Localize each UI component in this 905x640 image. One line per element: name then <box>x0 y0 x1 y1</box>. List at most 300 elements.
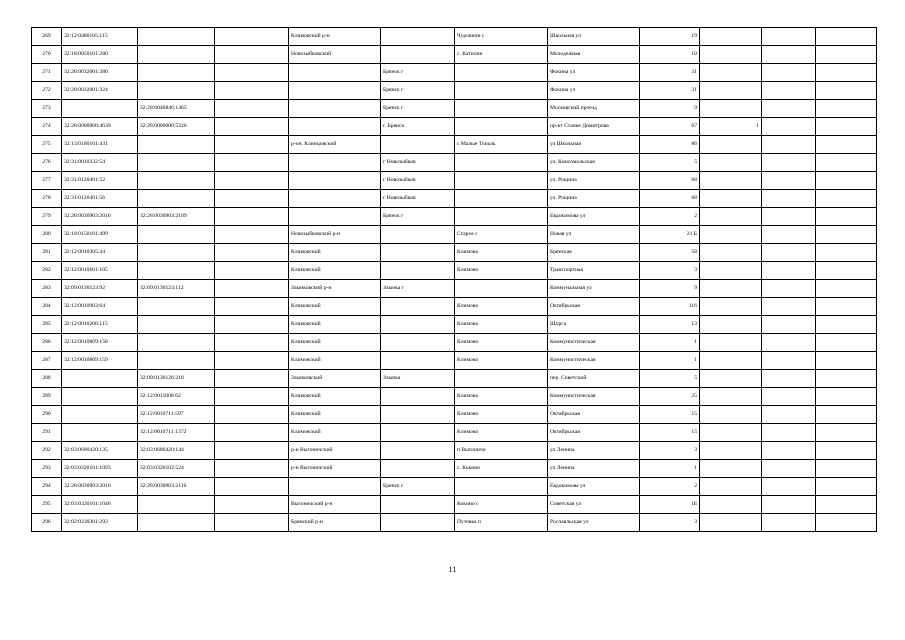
house-number-cell: 58 <box>640 244 700 262</box>
settlement-cell: с Малые Топаль <box>455 136 548 154</box>
table-row <box>32 370 877 388</box>
empty-cell <box>816 244 877 262</box>
empty-cell <box>816 514 877 532</box>
empty-cell <box>816 172 877 190</box>
empty-cell <box>762 244 816 262</box>
cadastral-number-cell: 32:03:0320101:1093 <box>62 460 138 478</box>
city-cell <box>381 388 455 406</box>
table-row <box>32 496 877 514</box>
house-number-cell: 13 <box>640 316 700 334</box>
street-cell: Октябрьская <box>548 298 640 316</box>
building-cadastral-number-cell: 32:28:0030903:2110 <box>138 478 215 496</box>
row-number-cell: 283 <box>32 280 62 298</box>
district-cell: Климовский <box>289 352 381 370</box>
row-number-cell: 285 <box>32 316 62 334</box>
table-row <box>32 334 877 352</box>
city-cell <box>381 352 455 370</box>
settlement-cell <box>455 172 548 190</box>
district-cell <box>289 118 381 136</box>
table-row <box>32 442 877 460</box>
building-cell <box>700 316 762 334</box>
house-number-cell: 31 <box>640 82 700 100</box>
settlement-cell <box>455 100 548 118</box>
empty-cell <box>215 136 289 154</box>
row-number-cell: 280 <box>32 226 62 244</box>
street-cell: Коммунистическая <box>548 388 640 406</box>
settlement-cell: Климово <box>455 424 548 442</box>
settlement-cell <box>455 190 548 208</box>
building-cell <box>700 388 762 406</box>
building-cell <box>700 154 762 172</box>
building-cell: 1 <box>700 118 762 136</box>
row-number-cell: 290 <box>32 406 62 424</box>
row-number-cell: 293 <box>32 460 62 478</box>
empty-cell <box>215 82 289 100</box>
empty-cell <box>215 172 289 190</box>
building-cadastral-number-cell: 32:28:0030903:2109 <box>138 208 215 226</box>
city-cell: Брянск г <box>381 208 455 226</box>
building-cadastral-number-cell <box>138 298 215 316</box>
building-cadastral-number-cell <box>138 244 215 262</box>
empty-cell <box>816 64 877 82</box>
empty-cell <box>215 316 289 334</box>
settlement-cell: Климово <box>455 388 548 406</box>
building-cadastral-number-cell <box>138 334 215 352</box>
row-number-cell: 277 <box>32 172 62 190</box>
settlement-cell: Старое с <box>455 226 548 244</box>
cadastral-number-cell: 32:09:0130123:92 <box>62 280 138 298</box>
building-cadastral-number-cell: 32:12:0010711:597 <box>138 406 215 424</box>
settlement-cell <box>455 208 548 226</box>
table-row <box>32 280 877 298</box>
empty-cell <box>215 64 289 82</box>
house-number-cell: 10 <box>640 46 700 64</box>
district-cell: Климовский <box>289 334 381 352</box>
building-cell <box>700 424 762 442</box>
empty-cell <box>762 82 816 100</box>
row-number-cell: 291 <box>32 424 62 442</box>
district-cell: Климовский р-н <box>289 28 381 46</box>
empty-cell <box>762 478 816 496</box>
building-cadastral-number-cell <box>138 28 215 46</box>
city-cell <box>381 514 455 532</box>
building-cadastral-number-cell: 32:28:0000000:5326 <box>138 118 215 136</box>
house-number-cell: 1 <box>640 334 700 352</box>
building-cadastral-number-cell <box>138 82 215 100</box>
building-cell <box>700 100 762 118</box>
cadastral-number-cell: 32:12:0480105:115 <box>62 28 138 46</box>
empty-cell <box>816 136 877 154</box>
row-number-cell: 279 <box>32 208 62 226</box>
row-number-cell: 296 <box>32 514 62 532</box>
table-row <box>32 136 877 154</box>
house-number-cell: 2 <box>640 208 700 226</box>
street-cell: ул Ленина <box>548 442 640 460</box>
building-cadastral-number-cell: 32:03:0680420:144 <box>138 442 215 460</box>
empty-cell <box>816 424 877 442</box>
empty-cell <box>816 208 877 226</box>
building-cell <box>700 280 762 298</box>
row-number-cell: 281 <box>32 244 62 262</box>
district-cell <box>289 82 381 100</box>
building-cadastral-number-cell <box>138 136 215 154</box>
building-cell <box>700 262 762 280</box>
row-number-cell: 284 <box>32 298 62 316</box>
cadastral-number-cell: 32:31:0120401:52 <box>62 172 138 190</box>
city-cell: Брянск г <box>381 478 455 496</box>
district-cell <box>289 478 381 496</box>
city-cell: г Новозыбков <box>381 154 455 172</box>
empty-cell <box>215 190 289 208</box>
settlement-cell: Кокино с <box>455 496 548 514</box>
cadastral-number-cell <box>62 100 138 118</box>
table-row <box>32 388 877 406</box>
empty-cell <box>816 460 877 478</box>
building-cadastral-number-cell <box>138 514 215 532</box>
cadastral-number-cell: 32:13:0180101:431 <box>62 136 138 154</box>
city-cell <box>381 442 455 460</box>
empty-cell <box>215 298 289 316</box>
table-row <box>32 100 877 118</box>
city-cell <box>381 262 455 280</box>
building-cadastral-number-cell <box>138 316 215 334</box>
city-cell <box>381 460 455 478</box>
cadastral-number-cell: 32:12:0010903:64 <box>62 298 138 316</box>
city-cell: г. Брянск <box>381 118 455 136</box>
empty-cell <box>762 118 816 136</box>
street-cell: Коммунальная ул <box>548 280 640 298</box>
settlement-cell: Климово <box>455 298 548 316</box>
empty-cell <box>762 154 816 172</box>
building-cell <box>700 226 762 244</box>
table-row <box>32 298 877 316</box>
building-cell <box>700 244 762 262</box>
empty-cell <box>215 118 289 136</box>
table-row <box>32 460 877 478</box>
street-cell: Школьная ул <box>548 28 640 46</box>
row-number-cell: 294 <box>32 478 62 496</box>
district-cell: Брянский р-н <box>289 514 381 532</box>
empty-cell <box>762 298 816 316</box>
empty-cell <box>816 478 877 496</box>
city-cell <box>381 496 455 514</box>
empty-cell <box>215 460 289 478</box>
row-number-cell: 288 <box>32 370 62 388</box>
building-cell <box>700 298 762 316</box>
street-cell: пер. Советский <box>548 370 640 388</box>
district-cell <box>289 208 381 226</box>
empty-cell <box>215 208 289 226</box>
empty-cell <box>762 460 816 478</box>
empty-cell <box>762 262 816 280</box>
row-number-cell: 287 <box>32 352 62 370</box>
street-cell: Транспортная <box>548 262 640 280</box>
empty-cell <box>762 334 816 352</box>
city-cell: г Новозыбков <box>381 190 455 208</box>
empty-cell <box>762 370 816 388</box>
empty-cell <box>762 208 816 226</box>
table-row <box>32 28 877 46</box>
row-number-cell: 292 <box>32 442 62 460</box>
street-cell: Щорса <box>548 316 640 334</box>
house-number-cell: 86 <box>640 136 700 154</box>
row-number-cell: 269 <box>32 28 62 46</box>
table-row <box>32 82 877 100</box>
empty-cell <box>762 496 816 514</box>
street-cell: Фокина ул <box>548 82 640 100</box>
house-number-cell: 5 <box>640 370 700 388</box>
street-cell: Евдокимова ул <box>548 478 640 496</box>
district-cell <box>289 190 381 208</box>
city-cell: Брянск г <box>381 64 455 82</box>
cadastral-number-cell: 32:18:0050101:280 <box>62 46 138 64</box>
house-number-cell: 3 <box>640 514 700 532</box>
table-body <box>32 28 877 532</box>
district-cell: Злынковский <box>289 370 381 388</box>
cadastral-number-cell <box>62 424 138 442</box>
table-row <box>32 262 877 280</box>
building-cadastral-number-cell: 32:12:0011008:62 <box>138 388 215 406</box>
table-row <box>32 514 877 532</box>
city-cell: Злынка г <box>381 280 455 298</box>
street-cell: Брянская <box>548 244 640 262</box>
row-number-cell: 271 <box>32 64 62 82</box>
empty-cell <box>762 406 816 424</box>
building-cadastral-number-cell <box>138 154 215 172</box>
building-cadastral-number-cell: 32:28:0040846:1465 <box>138 100 215 118</box>
settlement-cell: Климово <box>455 334 548 352</box>
district-cell: Новозыбковский р-н <box>289 226 381 244</box>
street-cell: Евдокимова ул <box>548 208 640 226</box>
district-cell: Климовский <box>289 244 381 262</box>
building-cell <box>700 190 762 208</box>
empty-cell <box>816 118 877 136</box>
city-cell <box>381 298 455 316</box>
cadastral-number-cell <box>62 388 138 406</box>
row-number-cell: 295 <box>32 496 62 514</box>
cadastral-number-cell: 32:28:0032001:324 <box>62 82 138 100</box>
building-cadastral-number-cell: 32:12:0010711:1372 <box>138 424 215 442</box>
city-cell: г Новозыбков <box>381 172 455 190</box>
cadastral-number-cell: 32:12:0010809:159 <box>62 352 138 370</box>
building-cell <box>700 478 762 496</box>
empty-cell <box>762 424 816 442</box>
cadastral-number-cell: 32:12:0010305:44 <box>62 244 138 262</box>
building-cell <box>700 28 762 46</box>
city-cell <box>381 136 455 154</box>
district-cell: Климовский <box>289 262 381 280</box>
house-number-cell: 9 <box>640 100 700 118</box>
street-cell: ул Ленина <box>548 460 640 478</box>
building-cadastral-number-cell <box>138 64 215 82</box>
building-cadastral-number-cell <box>138 226 215 244</box>
building-cadastral-number-cell <box>138 262 215 280</box>
city-cell: Брянск г <box>381 82 455 100</box>
street-cell: ул Школьная <box>548 136 640 154</box>
building-cell <box>700 406 762 424</box>
table-row <box>32 406 877 424</box>
row-number-cell: 274 <box>32 118 62 136</box>
empty-cell <box>816 388 877 406</box>
street-cell: Молодежная <box>548 46 640 64</box>
district-cell: Новозыбковский <box>289 46 381 64</box>
house-number-cell: 15 <box>640 424 700 442</box>
settlement-cell: Путевка п <box>455 514 548 532</box>
empty-cell <box>762 226 816 244</box>
table-row <box>32 118 877 136</box>
building-cell <box>700 208 762 226</box>
empty-cell <box>816 154 877 172</box>
table-row <box>32 208 877 226</box>
empty-cell <box>215 100 289 118</box>
settlement-cell: п Выгоничи <box>455 442 548 460</box>
street-cell: Советская ул <box>548 496 640 514</box>
empty-cell <box>816 190 877 208</box>
house-number-cell: 68 <box>640 190 700 208</box>
house-number-cell: 9 <box>640 280 700 298</box>
house-number-cell: 1 <box>640 460 700 478</box>
empty-cell <box>762 388 816 406</box>
empty-cell <box>762 46 816 64</box>
district-cell <box>289 100 381 118</box>
cadastral-number-cell: 32:28:0030903:2010 <box>62 208 138 226</box>
building-cell <box>700 352 762 370</box>
empty-cell <box>215 496 289 514</box>
building-cadastral-number-cell <box>138 46 215 64</box>
city-cell <box>381 28 455 46</box>
house-number-cell: 2 <box>640 478 700 496</box>
street-cell: ул. Комсомольская <box>548 154 640 172</box>
street-cell: ул. Рощина <box>548 172 640 190</box>
house-number-cell: 1Б <box>640 496 700 514</box>
street-cell: Фокина ул <box>548 64 640 82</box>
page-number: 11 <box>448 565 457 574</box>
empty-cell <box>215 388 289 406</box>
house-number-cell: 3 <box>640 262 700 280</box>
city-cell <box>381 244 455 262</box>
table-row <box>32 154 877 172</box>
empty-cell <box>215 154 289 172</box>
house-number-cell: 3 <box>640 442 700 460</box>
row-number-cell: 272 <box>32 82 62 100</box>
empty-cell <box>816 442 877 460</box>
empty-cell <box>215 280 289 298</box>
street-cell: Коммунистическая <box>548 352 640 370</box>
empty-cell <box>816 82 877 100</box>
empty-cell <box>816 298 877 316</box>
cadastral-number-cell: 32:18:0150101:499 <box>62 226 138 244</box>
row-number-cell: 286 <box>32 334 62 352</box>
settlement-cell <box>455 154 548 172</box>
building-cadastral-number-cell: 32:09:0130126:218 <box>138 370 215 388</box>
empty-cell <box>215 46 289 64</box>
table-row <box>32 244 877 262</box>
building-cadastral-number-cell <box>138 172 215 190</box>
building-cell <box>700 136 762 154</box>
house-number-cell: 116 <box>640 298 700 316</box>
empty-cell <box>762 28 816 46</box>
cadastral-number-cell: 32:28:0032001:380 <box>62 64 138 82</box>
settlement-cell: Климово <box>455 244 548 262</box>
table-row <box>32 46 877 64</box>
empty-cell <box>816 496 877 514</box>
empty-cell <box>816 316 877 334</box>
house-number-cell: 5 <box>640 154 700 172</box>
empty-cell <box>215 352 289 370</box>
settlement-cell <box>455 118 548 136</box>
register-table <box>31 27 877 532</box>
house-number-cell: 21 Б <box>640 226 700 244</box>
settlement-cell <box>455 280 548 298</box>
house-number-cell: 31 <box>640 64 700 82</box>
cadastral-number-cell <box>62 370 138 388</box>
empty-cell <box>816 46 877 64</box>
row-number-cell: 278 <box>32 190 62 208</box>
settlement-cell: с. Кокино <box>455 460 548 478</box>
empty-cell <box>215 262 289 280</box>
cadastral-number-cell: 32:03:0680420:135 <box>62 442 138 460</box>
cadastral-number-cell: 32:12:0010206:115 <box>62 316 138 334</box>
district-cell: Климовский <box>289 388 381 406</box>
empty-cell <box>762 442 816 460</box>
empty-cell <box>762 352 816 370</box>
street-cell: Московский проезд <box>548 100 640 118</box>
empty-cell <box>816 406 877 424</box>
cadastral-number-cell: 32:31:0010332:54 <box>62 154 138 172</box>
empty-cell <box>816 226 877 244</box>
table-row <box>32 190 877 208</box>
district-cell: Климовский <box>289 298 381 316</box>
row-number-cell: 289 <box>32 388 62 406</box>
empty-cell <box>816 352 877 370</box>
district-cell: р-н Выгоничский <box>289 460 381 478</box>
empty-cell <box>816 280 877 298</box>
empty-cell <box>215 424 289 442</box>
row-number-cell: 276 <box>32 154 62 172</box>
building-cadastral-number-cell: 32:09:0130123:112 <box>138 280 215 298</box>
house-number-cell: 68 <box>640 172 700 190</box>
building-cell <box>700 460 762 478</box>
cadastral-number-cell <box>62 406 138 424</box>
settlement-cell: Чуровичи с <box>455 28 548 46</box>
settlement-cell: Климово <box>455 316 548 334</box>
building-cadastral-number-cell <box>138 496 215 514</box>
district-cell: Злынковский р-н <box>289 280 381 298</box>
table-row <box>32 424 877 442</box>
table-row <box>32 172 877 190</box>
settlement-cell: Климово <box>455 352 548 370</box>
empty-cell <box>762 316 816 334</box>
building-cell <box>700 442 762 460</box>
building-cadastral-number-cell <box>138 190 215 208</box>
empty-cell <box>762 172 816 190</box>
building-cell <box>700 496 762 514</box>
cadastral-number-cell: 32:02:0230301:293 <box>62 514 138 532</box>
house-number-cell: 1 <box>640 352 700 370</box>
house-number-cell: 15 <box>640 406 700 424</box>
empty-cell <box>816 28 877 46</box>
district-cell <box>289 64 381 82</box>
empty-cell <box>215 406 289 424</box>
empty-cell <box>215 370 289 388</box>
building-cadastral-number-cell: 32:03:0320102:524 <box>138 460 215 478</box>
district-cell: р-он. Клинцовский <box>289 136 381 154</box>
table-row <box>32 226 877 244</box>
empty-cell <box>215 478 289 496</box>
cadastral-number-cell: 32:12:0010809:158 <box>62 334 138 352</box>
cadastral-number-cell: 32:03:0320101:1046 <box>62 496 138 514</box>
table-row <box>32 478 877 496</box>
